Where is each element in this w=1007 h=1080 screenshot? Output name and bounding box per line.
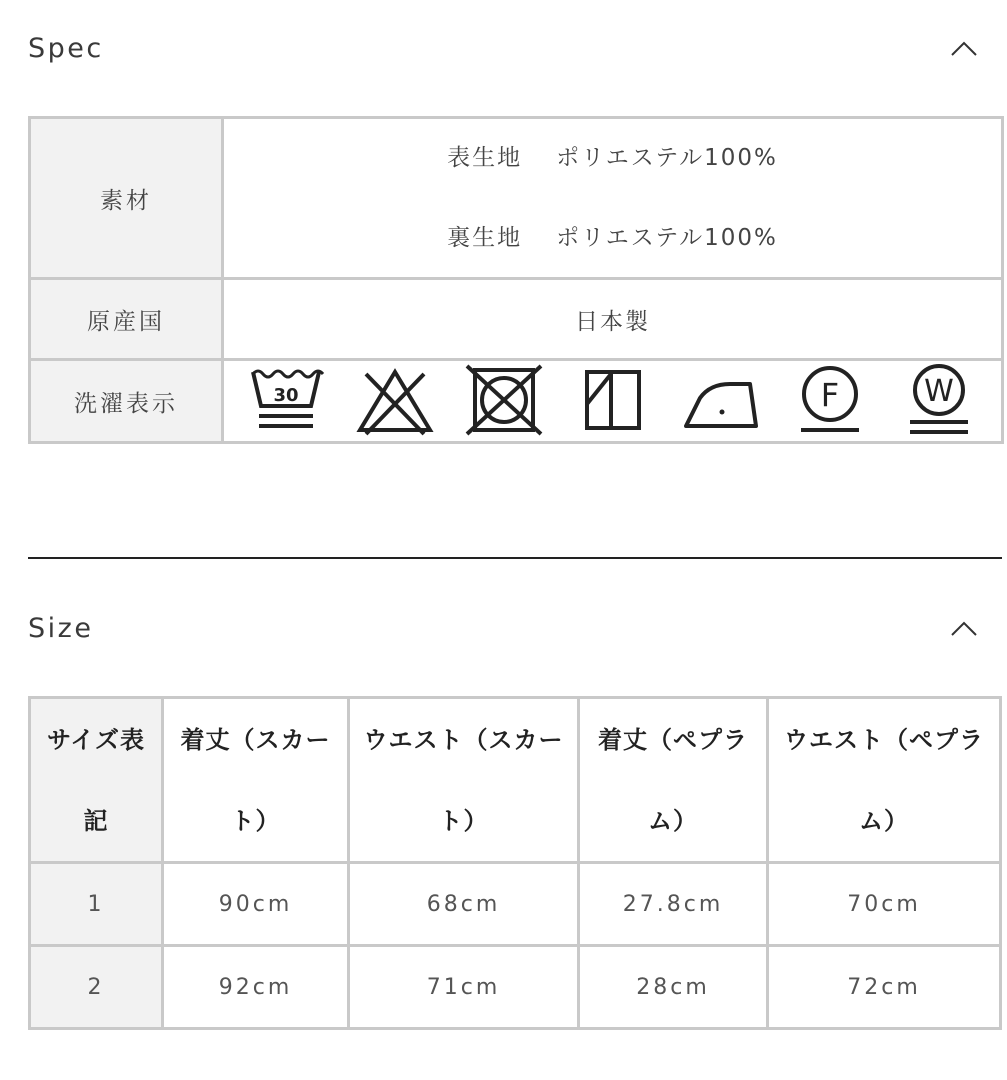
wash-30-gentle-icon [245, 364, 327, 438]
dryclean-f-icon [789, 364, 871, 438]
spec-title: Spec [28, 33, 104, 64]
size-cell: 2 [30, 946, 163, 1029]
material-lining [224, 218, 1001, 259]
material-label: 素材 [30, 118, 223, 279]
size-cell: 92cm [163, 946, 349, 1029]
material-lining-label: 裏生地 [447, 224, 523, 251]
material-value [223, 118, 1003, 279]
spec-row-care [30, 360, 1003, 443]
spec-row-origin [30, 279, 1003, 360]
care-label: 洗濯表示 [30, 360, 223, 443]
material-outer [224, 138, 1001, 179]
spec-row-material [30, 118, 1003, 279]
material-outer-label: 表生地 [447, 144, 523, 171]
size-cell: 28cm [579, 946, 768, 1029]
care-icons [223, 360, 1003, 443]
size-title: Size [28, 613, 94, 644]
wetclean-w-icon [898, 364, 980, 438]
chevron-up-icon[interactable] [949, 620, 979, 638]
table-row [30, 946, 1001, 1029]
size-cell: 1 [30, 863, 163, 946]
wetclean-w-text: W [923, 374, 954, 409]
iron-low-icon [680, 364, 762, 438]
material-lining-value: ポリエステル100% [556, 224, 778, 251]
size-header-row [30, 698, 1001, 863]
size-cell: 71cm [349, 946, 579, 1029]
no-tumble-dry-icon [463, 364, 545, 438]
size-cell: 27.8cm [579, 863, 768, 946]
dryclean-f-text: F [820, 376, 840, 414]
size-header-cell: ウエスト（ペプラ ム） [768, 698, 1001, 863]
size-header-cell: サイズ表 記 [30, 698, 163, 863]
chevron-up-icon[interactable] [949, 40, 979, 58]
size-cell: 70cm [768, 863, 1001, 946]
size-cell: 72cm [768, 946, 1001, 1029]
table-row [30, 863, 1001, 946]
origin-value: 日本製 [223, 279, 1003, 360]
no-bleach-icon [354, 364, 436, 438]
wash-temp-text: 30 [273, 385, 299, 406]
line-dry-shade-icon [571, 364, 653, 438]
section-divider [28, 557, 1002, 559]
size-header-cell: 着丈（スカー ト） [163, 698, 349, 863]
size-header-cell: 着丈（ペプラ ム） [579, 698, 768, 863]
size-cell: 90cm [163, 863, 349, 946]
material-outer-value: ポリエステル100% [556, 144, 778, 171]
size-cell: 68cm [349, 863, 579, 946]
origin-label: 原産国 [30, 279, 223, 360]
size-table [28, 696, 1002, 1030]
spec-table [28, 116, 1004, 444]
size-header-cell: ウエスト（スカー ト） [349, 698, 579, 863]
